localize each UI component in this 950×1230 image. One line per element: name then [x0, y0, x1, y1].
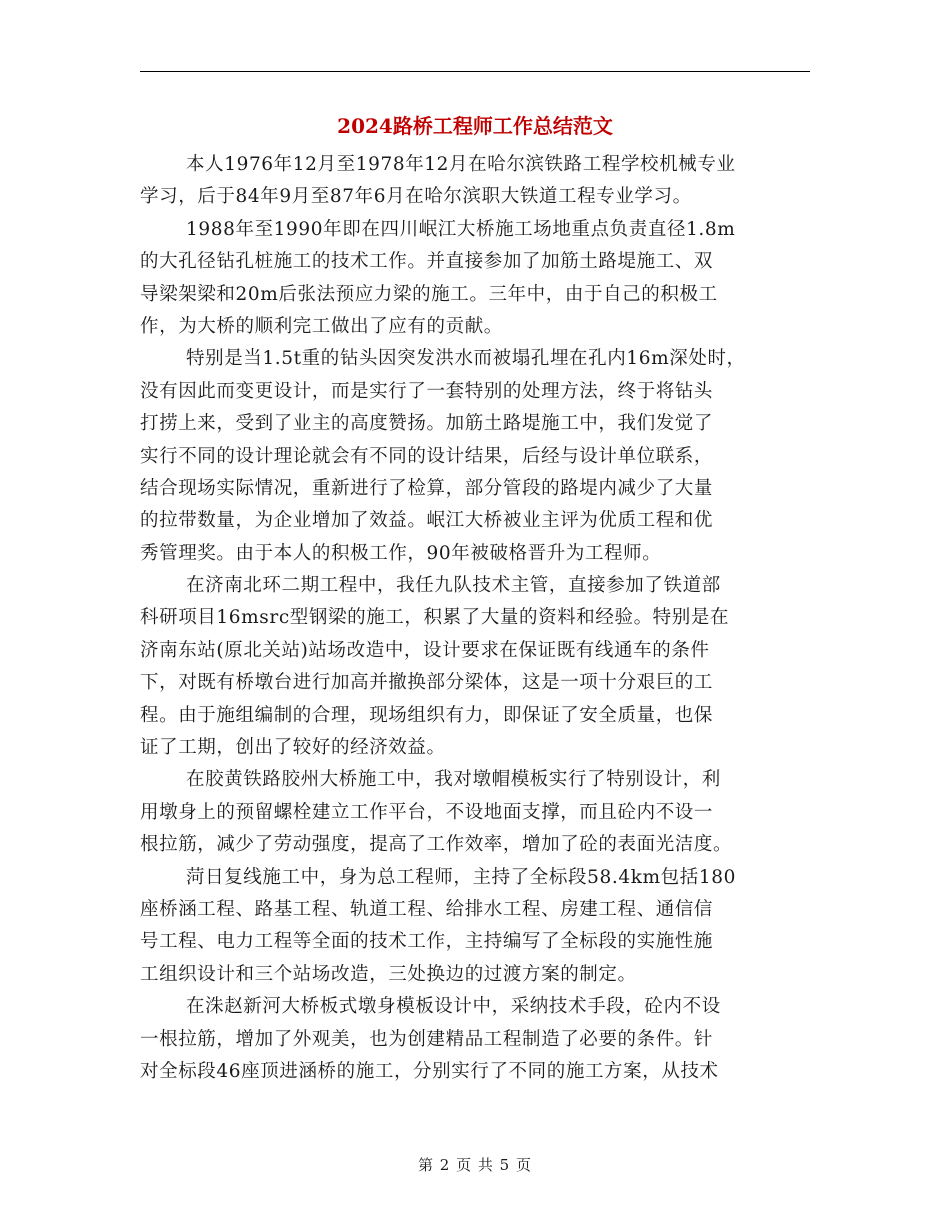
- text-line: 导梁架梁和20m后张法预应力梁的施工。三年中，由于自己的积极工: [140, 283, 718, 305]
- text-line: 一根拉筋，增加了外观美，也为创建精品工程制造了必要的条件。针: [140, 1028, 714, 1050]
- text-line: 打捞上来，受到了业主的高度赞扬。加筋土路堤施工中，我们发觉了: [140, 413, 714, 435]
- text-line: 对全标段46座顶进涵桥的施工，分别实行了不同的施工方案，从技术: [140, 1060, 719, 1082]
- text-line: 座桥涵工程、路基工程、轨道工程、给排水工程、房建工程、通信信: [140, 898, 714, 920]
- text-line: 的大孔径钻孔桩施工的技术工作。并直接参加了加筋土路堤施工、双: [140, 251, 714, 273]
- text-line: 号工程、电力工程等全面的技术工作，主持编写了全标段的实施性施: [140, 931, 714, 953]
- text-line: 秀管理奖。由于本人的积极工作，90年被破格晋升为工程师。: [140, 542, 662, 564]
- document-title: 2024路桥工程师工作总结范文: [337, 114, 613, 138]
- text-line: 下，对既有桥墩台进行加高并撤换部分梁体，这是一项十分艰巨的工: [140, 672, 714, 694]
- text-line: 本人1976年12月至1978年12月在哈尔滨铁路工程学校机械专业: [186, 154, 736, 175]
- paragraph-1: [140, 149, 810, 214]
- paragraph-3: [140, 343, 810, 570]
- text-line: 在胶黄铁路胶州大桥施工中，我对墩帽模板实行了特别设计，利: [186, 769, 721, 791]
- text-line: 菏日复线施工中，身为总工程师，主持了全标段58.4km包括180: [186, 866, 736, 888]
- document-body: [140, 149, 810, 1088]
- text-line: 作，为大桥的顺利完工做出了应有的贡献。: [140, 315, 503, 337]
- page-footer: 第 2 页 共 5 页: [418, 1156, 532, 1174]
- text-line: 1988年至1990年即在四川岷江大桥施工场地重点负责直径1.8m: [186, 218, 736, 240]
- text-line: 济南东站(原北关站)站场改造中，设计要求在保证既有线通车的条件: [140, 639, 710, 661]
- text-line: 证了工期，创出了较好的经济效益。: [140, 737, 446, 759]
- text-line: 学习，后于84年9月至87年6月在哈尔滨职大铁道工程专业学习。: [140, 186, 692, 208]
- text-line: 工组织设计和三个站场改造，三处换边的过渡方案的制定。: [140, 963, 637, 985]
- paragraph-7: [140, 991, 810, 1088]
- text-line: 实行不同的设计理论就会有不同的设计结果，后经与设计单位联系，: [140, 445, 714, 467]
- text-line: 结合现场实际情况，重新进行了检算，部分管段的路堤内减少了大量: [140, 477, 714, 499]
- text-line: 在洙赵新河大桥板式墩身模板设计中，采纳技术手段，砼内不设: [186, 996, 721, 1018]
- paragraph-2: [140, 214, 810, 344]
- text-line: 没有因此而变更设计，而是实行了一套特别的处理方法，终于将钻头: [140, 380, 714, 402]
- paragraph-4: [140, 570, 810, 764]
- text-line: 根拉筋，减少了劳动强度，提高了工作效率，增加了砼的表面光洁度。: [140, 834, 733, 856]
- header-rule: [140, 71, 810, 72]
- paragraph-6: [140, 862, 810, 992]
- text-line: 的拉带数量，为企业增加了效益。岷江大桥被业主评为优质工程和优: [140, 510, 714, 532]
- text-line: 程。由于施组编制的合理，现场组织有力，即保证了安全质量，也保: [140, 704, 714, 726]
- paragraph-5: [140, 764, 810, 861]
- text-line: 用墩身上的预留螺栓建立工作平台，不设地面支撑，而且砼内不设一: [140, 801, 714, 823]
- text-line: 科研项目16msrc型钢梁的施工，积累了大量的资料和经验。特别是在: [140, 607, 730, 629]
- text-line: 特别是当1.5t重的钻头因突发洪水而被塌孔埋在孔内16m深处时，: [186, 348, 746, 370]
- text-line: 在济南北环二期工程中，我任九队技术主管，直接参加了铁道部: [186, 575, 721, 597]
